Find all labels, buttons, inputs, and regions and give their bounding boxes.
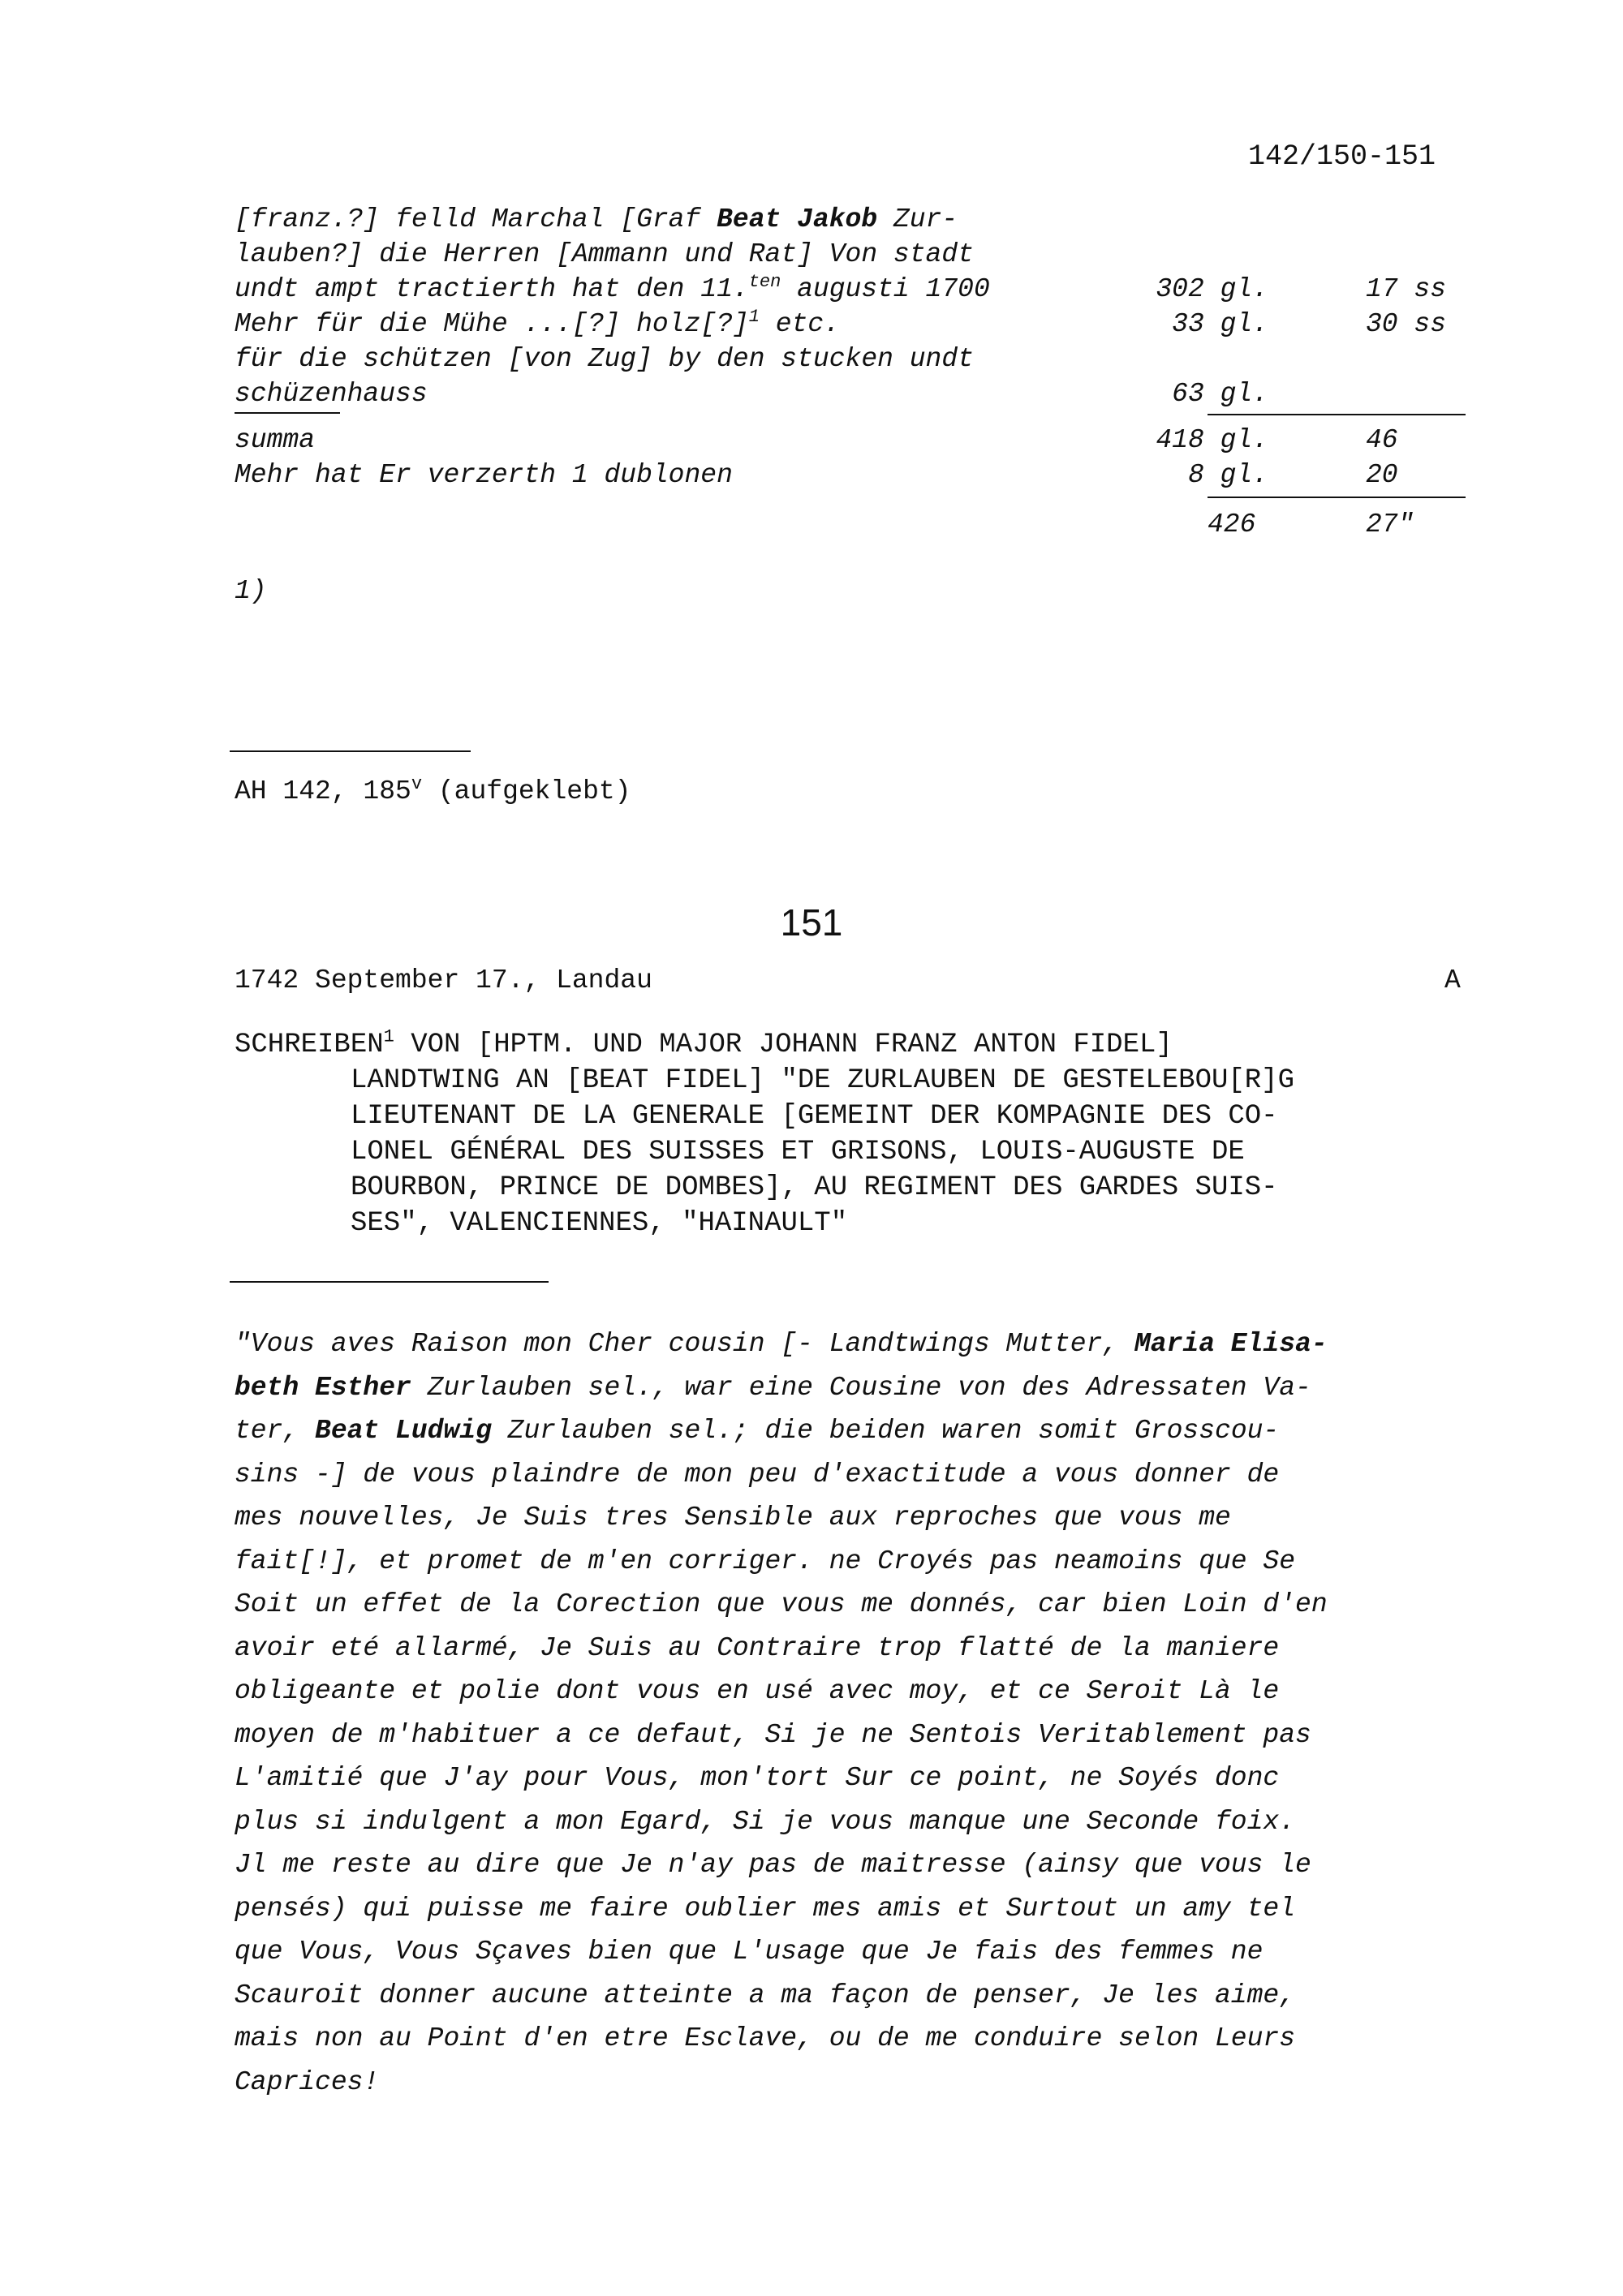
name-bold: Beat Jakob: [717, 204, 878, 234]
text: "Vous aves Raison mon Cher cousin [- Landtwings Mutter,: [235, 1329, 1134, 1359]
text: augusti 1700: [781, 274, 990, 304]
letter-line: pensés) qui puisse me faire oublier mes amis et Surtout un amy tel: [235, 1893, 1296, 1924]
text: Zur-: [877, 204, 958, 234]
regest-line: LANDTWING AN [BEAT FIDEL] "DE ZURLAUBEN DE GESTELEBOU[R]G: [351, 1065, 1294, 1096]
text: VON [HPTM. UND MAJOR JOHANN FRANZ ANTON FIDEL]: [394, 1030, 1173, 1060]
extra-label: Mehr hat Er verzerth 1 dublonen: [235, 460, 733, 490]
account-line-3: [235, 274, 990, 304]
letter-line: mais non au Point d'en etre Esclave, ou de me conduire selon Leurs: [235, 2023, 1296, 2053]
regest-line: BOURBON, PRINCE DE DOMBES], AU REGIMENT DES GARDES SUIS-: [351, 1172, 1278, 1203]
text: ter,: [235, 1416, 316, 1446]
text: undt ampt tractierth hat den 11.: [235, 274, 749, 304]
summa-label: summa: [235, 425, 316, 455]
sum-rule-1: [1208, 414, 1466, 415]
letter-separator: [230, 1281, 549, 1283]
document-number: 151: [780, 901, 843, 944]
amount-gl-1: 302 gl.: [1156, 274, 1268, 304]
amount-ss-1: 17 ss: [1366, 274, 1447, 304]
letter-line: [235, 1409, 1500, 1453]
text: AH 142, 185: [235, 776, 411, 806]
regest-line: LIEUTENANT DE LA GENERALE [GEMEINT DER KOMPAGNIE DES CO-: [351, 1101, 1278, 1132]
text: Zurlauben sel.; die beiden waren somit Grosscou-: [491, 1416, 1280, 1446]
text: [franz.?] felld Marchal [Graf: [235, 204, 717, 234]
letter-line: avoir eté allarmé, Je Suis au Contraire trop flatté de la maniere: [235, 1632, 1280, 1663]
underline-schuzenhauss: [235, 412, 340, 414]
letter-line: Scauroit donner aucune atteinte a ma façon de penser, Je les aime,: [235, 1980, 1296, 2010]
total-gl: 426: [1208, 510, 1256, 540]
page-number: 142/150-151: [1248, 140, 1436, 173]
letter-line: [235, 1322, 1500, 1366]
summa-gl: 418 gl.: [1156, 425, 1268, 455]
letter-line: obligeante et polie dont vous en usé avec moy, et ce Seroit Là le: [235, 1676, 1280, 1706]
summa-ss: 46: [1366, 425, 1398, 455]
superscript: ten: [748, 272, 781, 292]
sum-rule-2: [1208, 497, 1466, 498]
footnote-separator: [230, 750, 471, 752]
account-line-4: [235, 309, 840, 339]
letter-line: Soit un effet de la Corection que vous me donnés, car bien Loin d'en: [235, 1589, 1328, 1619]
footnote-ref: 1: [383, 1026, 394, 1047]
document-letter: A: [1444, 965, 1461, 995]
letter-line: mes nouvelles, Je Suis tres Sensible aux reproches que vous me: [235, 1503, 1231, 1533]
superscript: v: [411, 774, 423, 794]
regest-line: SES", VALENCIENNES, "HAINAULT": [351, 1208, 848, 1239]
name-bold: Maria Elisa-: [1134, 1329, 1328, 1359]
account-line-5: für die schützen [von Zug] by den stucken undt: [235, 344, 974, 374]
extra-gl: 8 gl.: [1187, 460, 1268, 490]
text: Zurlauben sel., war eine Cousine von des Adressaten Va-: [411, 1372, 1311, 1403]
letter-line: que Vous, Vous Sçaves bien que L'usage que Je fais des femmes ne: [235, 1937, 1264, 1967]
name-bold: Beat Ludwig: [315, 1416, 492, 1446]
amount-gl-2: 33 gl.: [1172, 309, 1268, 339]
name-bold: beth Esther: [235, 1372, 411, 1403]
regest-heading: [235, 1027, 1500, 1241]
account-line-2: lauben?] die Herren [Ammann und Rat] Von stadt: [235, 239, 974, 269]
letter-line: Jl me reste au dire que Je n'ay pas de maitresse (ainsy que vous le: [235, 1850, 1311, 1880]
letter-line: moyen de m'habituer a ce defaut, Si je ne Sentois Veritablement pas: [235, 1719, 1311, 1750]
text: (aufgeklebt): [422, 776, 631, 806]
amount-ss-2: 30 ss: [1366, 309, 1447, 339]
letter-line: L'amitié que J'ay pour Vous, mon'tort Sur ce point, ne Soyés donc: [235, 1763, 1280, 1793]
regest-line: LONEL GÉNÉRAL DES SUISSES ET GRISONS, LOUIS-AUGUSTE DE: [351, 1137, 1245, 1167]
amount-gl-3: 63 gl.: [1172, 379, 1268, 409]
footnote-ref: 1: [748, 307, 760, 327]
account-line-6: schüzenhauss: [235, 379, 428, 409]
letter-line: sins -] de vous plaindre de mon peu d'exactitude a vous donner de: [235, 1459, 1280, 1490]
letter-text: [235, 1322, 1500, 2104]
total-ss: 27": [1366, 510, 1414, 540]
letter-line: Caprices!: [235, 2066, 380, 2097]
text: Mehr für die Mühe ...[?] holz[?]: [235, 309, 749, 339]
letter-line: fait[!], et promet de m'en corriger. ne Croyés pas neamoins que Se: [235, 1546, 1296, 1576]
account-line-1: [235, 204, 958, 234]
letter-line: plus si indulgent a mon Egard, Si je vous manque une Seconde foix.: [235, 1806, 1296, 1837]
text: SCHREIBEN: [235, 1030, 384, 1060]
extra-ss: 20: [1366, 460, 1398, 490]
footnote-marker: 1): [235, 576, 267, 606]
date-place: 1742 September 17., Landau: [235, 965, 652, 995]
text: etc.: [759, 309, 840, 339]
regest-line-1: [235, 1027, 1500, 1063]
letter-line: [235, 1366, 1500, 1410]
source-reference: [235, 776, 631, 806]
